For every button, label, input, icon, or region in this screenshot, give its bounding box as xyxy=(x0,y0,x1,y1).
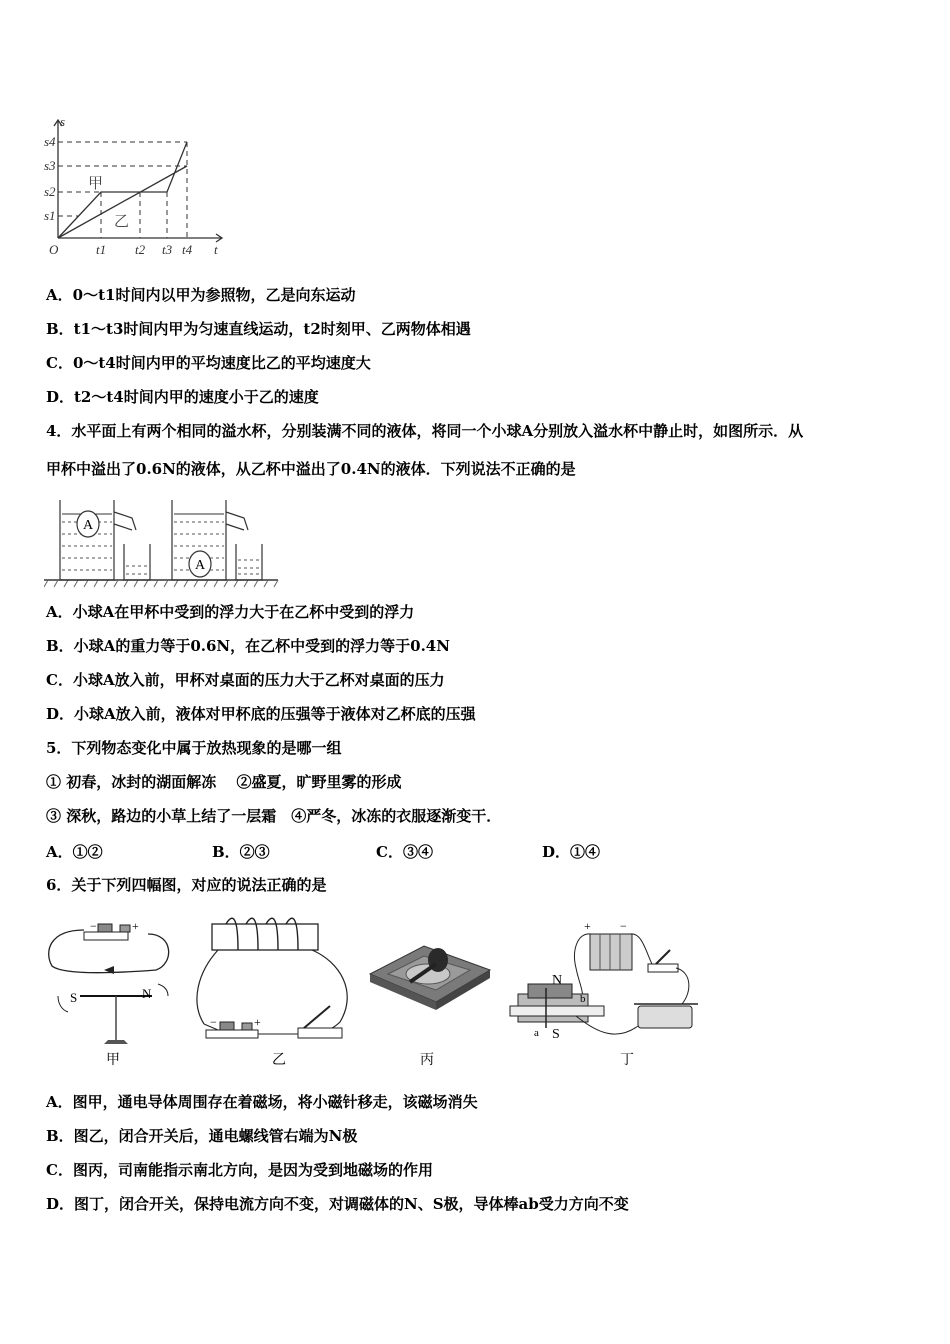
label-jia: 甲 xyxy=(88,176,104,192)
figure-bing xyxy=(366,930,492,1072)
ball-a-label-jia: A xyxy=(83,518,94,533)
label-yi: 乙 xyxy=(114,214,130,230)
caption-bing: 丙 xyxy=(420,1053,434,1068)
caption-yi: 乙 xyxy=(272,1053,286,1068)
q4-option-a: A．小球A在甲杯中受到的浮力大于在乙杯中受到的浮力 xyxy=(46,603,415,621)
axis-s: s xyxy=(60,114,66,129)
q4-option-b: B．小球A的重力等于0.6N，在乙杯中受到的浮力等于0.4N xyxy=(46,637,450,655)
caption-ding: 丁 xyxy=(620,1053,634,1068)
q6-option-a: A．图甲，通电导体周围存在着磁场，将小磁针移走，该磁场消失 xyxy=(46,1093,478,1111)
ding-plus: + xyxy=(584,919,591,933)
tick-s4: s4 xyxy=(44,134,56,149)
jia-plus: + xyxy=(132,919,139,933)
caption-jia: 甲 xyxy=(106,1053,120,1068)
q4-stem-line2: 甲杯中溢出了0.6N的液体，从乙杯中溢出了0.4N的液体．下列说法不正确的是 xyxy=(46,460,576,478)
q5-line2: ③ 深秋，路边的小草上结了一层霜 ④严冬，冰冻的衣服逐渐变干． xyxy=(46,807,502,825)
tick-t1: t1 xyxy=(96,242,107,257)
ding-n: N xyxy=(552,973,563,988)
figure-ding xyxy=(506,912,706,1072)
tick-t3: t3 xyxy=(162,242,173,257)
overflow-cups-figure xyxy=(44,494,280,590)
tick-s2: s2 xyxy=(44,184,56,199)
figure-yi xyxy=(190,912,360,1072)
q6-option-b: B．图乙，闭合开关后，通电螺线管右端为N极 xyxy=(46,1127,358,1145)
q3-option-d: D．t2～t4时间内甲的速度小于乙的速度 xyxy=(46,388,319,406)
ball-a-label-yi: A xyxy=(195,558,206,573)
q4-stem-line1: 4．水平面上有两个相同的溢水杯，分别装满不同的液体，将同一个小球A分别放入溢水杯中静止时，如图所示．从 xyxy=(46,422,804,440)
q3-option-c: C．0～t4时间内甲的平均速度比乙的平均速度大 xyxy=(46,354,371,372)
ding-minus: − xyxy=(620,919,627,933)
q3-option-a: A．0～t1时间内以甲为参照物，乙是向东运动 xyxy=(46,286,356,304)
jia-n: N xyxy=(142,986,152,1001)
q5-choice-b: B．②③ xyxy=(212,843,270,861)
ding-b: b xyxy=(580,993,586,1005)
q6-stem: 6．关于下列四幅图，对应的说法正确的是 xyxy=(46,876,327,894)
q5-line1: ① 初春，冰封的湖面解冻 ②盛夏，旷野里雾的形成 xyxy=(46,773,402,791)
q4-option-d: D．小球A放入前，液体对甲杯底的压强等于液体对乙杯底的压强 xyxy=(46,705,476,723)
jia-minus: − xyxy=(90,919,97,933)
q3-option-b: B．t1～t3时间内甲为匀速直线运动，t2时刻甲、乙两物体相遇 xyxy=(46,320,471,338)
figure-jia xyxy=(44,912,180,1072)
st-graph xyxy=(44,112,234,262)
jia-s: S xyxy=(70,990,78,1005)
q4-option-c: C．小球A放入前，甲杯对桌面的压力大于乙杯对桌面的压力 xyxy=(46,671,445,689)
yi-minus: − xyxy=(210,1015,217,1029)
tick-s3: s3 xyxy=(44,158,56,173)
q5-choice-c: C．③④ xyxy=(376,843,433,861)
q5-choice-a: A．①② xyxy=(46,843,103,861)
q6-option-d: D．图丁，闭合开关，保持电流方向不变，对调磁体的N、S极，导体棒ab受力方向不变 xyxy=(46,1195,629,1213)
tick-t2: t2 xyxy=(135,242,146,257)
ding-s: S xyxy=(552,1027,560,1042)
ding-a: a xyxy=(534,1027,539,1039)
q5-choice-d: D．①④ xyxy=(542,843,601,861)
q6-option-c: C．图丙，司南能指示南北方向，是因为受到地磁场的作用 xyxy=(46,1161,433,1179)
tick-s1: s1 xyxy=(44,208,56,223)
tick-t4: t4 xyxy=(182,242,193,257)
yi-plus: + xyxy=(254,1015,261,1029)
axis-t: t xyxy=(214,242,218,257)
origin-label: O xyxy=(49,242,59,257)
q5-stem: 5．下列物态变化中属于放热现象的是哪一组 xyxy=(46,739,342,757)
